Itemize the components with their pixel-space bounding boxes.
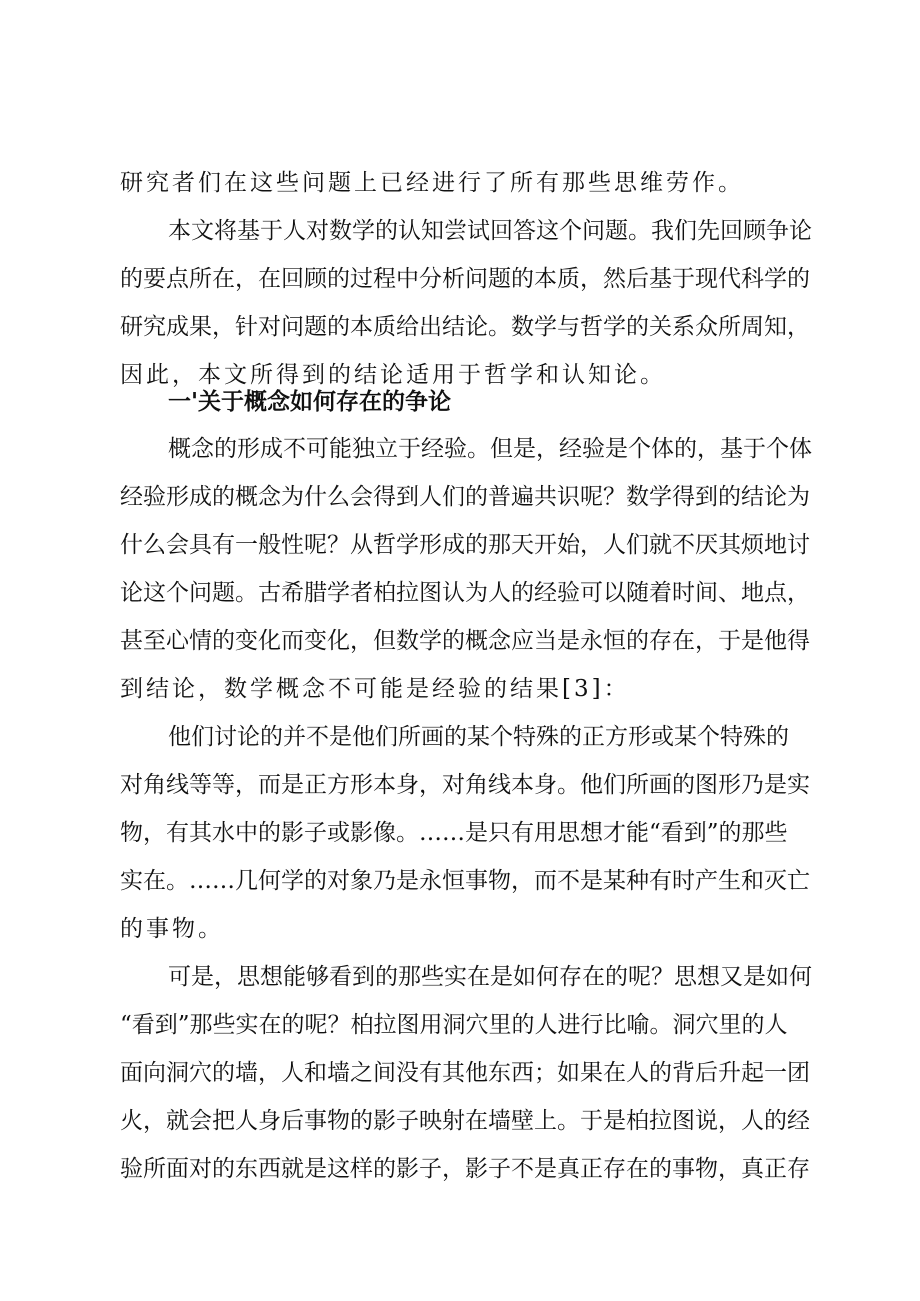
- text-line: 火，就会把人身后事物的影子映射在墙壁上。于是柏拉图说，人的经: [120, 1108, 810, 1134]
- section-heading: 一'关于概念如何存在的争论: [168, 389, 452, 415]
- text-line: 因此，本文所得到的结论适用于哲学和认知论。: [120, 362, 666, 388]
- text-line: 经验形成的概念为什么会得到人们的普遍共识呢？数学得到的结论为: [120, 484, 810, 510]
- text-line: “看到”那些实在的呢？柏拉图用洞穴里的人进行比喻。洞穴里的人: [120, 1012, 788, 1038]
- text-line: 论这个问题。古希腊学者柏拉图认为人的经验可以随着时间、地点，: [120, 580, 810, 606]
- text-line: 本文将基于人对数学的认知尝试回答这个问题。我们先回顾争论: [168, 218, 812, 244]
- quote-line: 他们讨论的并不是他们所画的某个特殊的正方形或某个特殊的: [168, 724, 789, 750]
- text-line: 甚至心情的变化而变化，但数学的概念应当是永恒的存在，于是他得: [120, 628, 810, 654]
- quote-line: 实在。……几何学的对象乃是永恒事物，而不是某种有时产生和灭亡: [120, 868, 810, 894]
- text-line: 概念的形成不可能独立于经验。但是，经验是个体的，基于个体: [168, 436, 812, 462]
- text-line: 面向洞穴的墙，人和墙之间没有其他东西；如果在人的背后升起一团: [120, 1060, 810, 1086]
- text-line: 可是，思想能够看到的那些实在是如何存在的呢？思想又是如何: [168, 964, 812, 990]
- text-line: 验所面对的东西就是这样的影子，影子不是真正存在的事物，真正存: [120, 1156, 810, 1182]
- text-line: 什么会具有一般性呢？从哲学形成的那天开始，人们就不厌其烦地讨: [120, 532, 810, 558]
- text-line: 的要点所在，在回顾的过程中分析问题的本质，然后基于现代科学的: [120, 266, 810, 292]
- text-line: 研究成果，针对问题的本质给出结论。数学与哲学的关系众所周知，: [120, 314, 810, 340]
- quote-line: 对角线等等，而是正方形本身，对角线本身。他们所画的图形乃是实: [120, 772, 810, 798]
- quote-line: 物，有其水中的影子或影像。……是只有用思想才能“看到”的那些: [120, 820, 788, 846]
- text-line: 研究者们在这些问题上已经进行了所有那些思维劳作。: [120, 170, 744, 196]
- quote-line: 的事物。: [120, 916, 224, 942]
- text-line: 到结论，数学概念不可能是经验的结果[3]：: [120, 676, 630, 702]
